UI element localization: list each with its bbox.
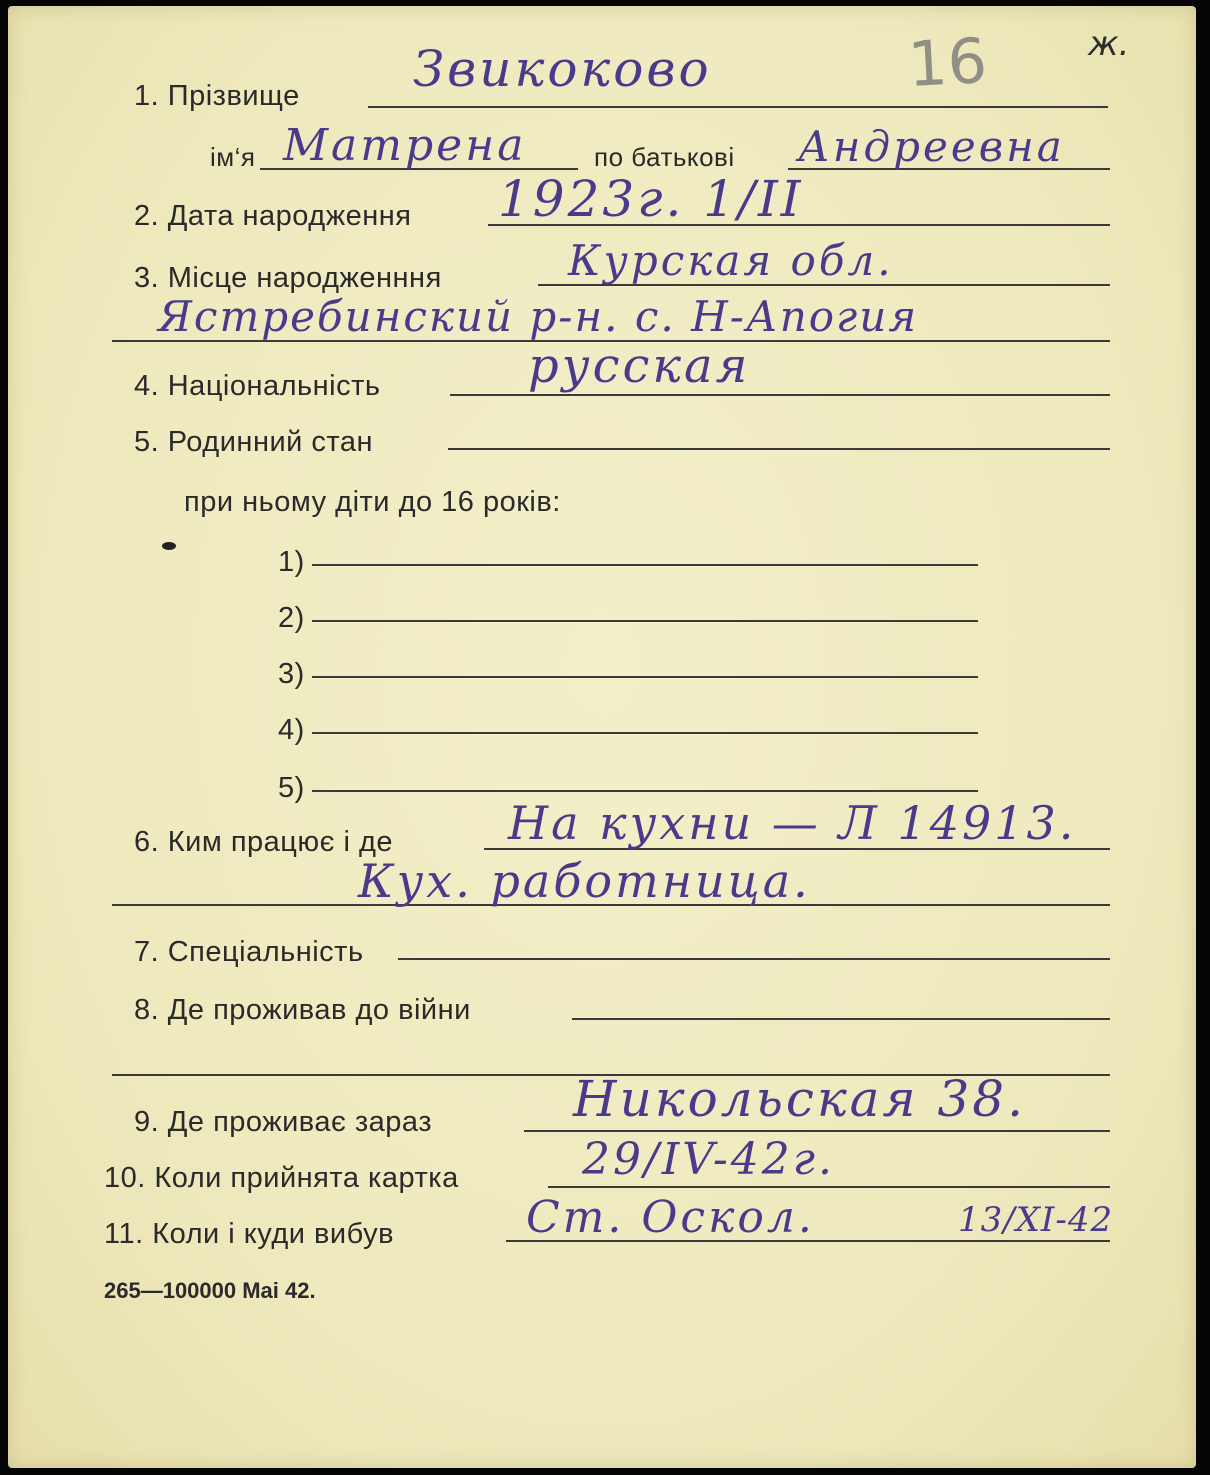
birth-place-value-1: Курская обл. bbox=[568, 236, 894, 285]
departed-place-value: Ст. Оскол. bbox=[526, 1192, 815, 1243]
child-line-4 bbox=[312, 732, 978, 734]
birth-date-value: 1923г. 1/II bbox=[498, 170, 804, 228]
work-label: 6. Ким працює і де bbox=[134, 826, 394, 858]
current-residence-value: Никольская 38. bbox=[573, 1070, 1027, 1128]
pencil-corner-note: ж. bbox=[1088, 24, 1130, 64]
current-residence-line bbox=[524, 1130, 1110, 1132]
patronymic-label: по батькові bbox=[594, 142, 735, 172]
work-value-2: Кух. работница. bbox=[358, 854, 811, 908]
child-number-4: 4) bbox=[278, 714, 305, 746]
current-residence-label: 9. Де проживає зараз bbox=[134, 1106, 433, 1138]
birth-place-value-2: Ястребинский р-н. с. Н-Апогия bbox=[158, 292, 919, 341]
card-accepted-label: 10. Коли прийнята картка bbox=[104, 1162, 459, 1194]
nationality-line bbox=[450, 394, 1110, 396]
name-value: Матрена bbox=[283, 120, 527, 171]
nationality-label: 4. Національність bbox=[134, 370, 381, 402]
child-number-1: 1) bbox=[278, 546, 305, 578]
children-label: при ньому діти до 16 років: bbox=[184, 486, 561, 518]
family-status-label: 5. Родинний стан bbox=[134, 426, 374, 458]
child-line-3 bbox=[312, 676, 978, 678]
registration-card bbox=[8, 6, 1196, 1468]
prewar-residence-label: 8. Де проживав до війни bbox=[134, 994, 471, 1026]
surname-line bbox=[368, 106, 1108, 108]
child-line-1 bbox=[312, 564, 978, 566]
birth-place-label: 3. Місце народженння bbox=[134, 262, 442, 294]
name-label: ім‘я bbox=[210, 142, 256, 172]
departed-label: 11. Коли і куди вибув bbox=[104, 1218, 394, 1250]
work-value-1: На кухни — Л 14913. bbox=[508, 796, 1077, 850]
departed-date-value: 13/XI-42 bbox=[958, 1200, 1114, 1240]
prewar-residence-line-1 bbox=[572, 1018, 1110, 1020]
card-accepted-line bbox=[548, 1186, 1110, 1188]
family-status-line bbox=[448, 448, 1110, 450]
surname-value: Звикоково bbox=[413, 40, 712, 98]
child-line-5 bbox=[312, 790, 978, 792]
child-number-5: 5) bbox=[278, 772, 305, 804]
child-number-3: 3) bbox=[278, 658, 305, 690]
nationality-value: русская bbox=[528, 338, 751, 394]
child-line-2 bbox=[312, 620, 978, 622]
specialty-label: 7. Спеціальність bbox=[134, 936, 364, 968]
patronymic-value: Андреевна bbox=[798, 122, 1065, 171]
ink-blot bbox=[162, 542, 176, 550]
specialty-line bbox=[398, 958, 1110, 960]
child-number-2: 2) bbox=[278, 602, 305, 634]
pencil-number: 16 bbox=[906, 23, 989, 102]
card-accepted-value: 29/IV-42г. bbox=[582, 1134, 836, 1185]
birth-date-label: 2. Дата народження bbox=[134, 200, 412, 232]
print-code: 265—100000 Mai 42. bbox=[104, 1278, 316, 1303]
surname-label: 1. Прізвище bbox=[134, 80, 300, 112]
